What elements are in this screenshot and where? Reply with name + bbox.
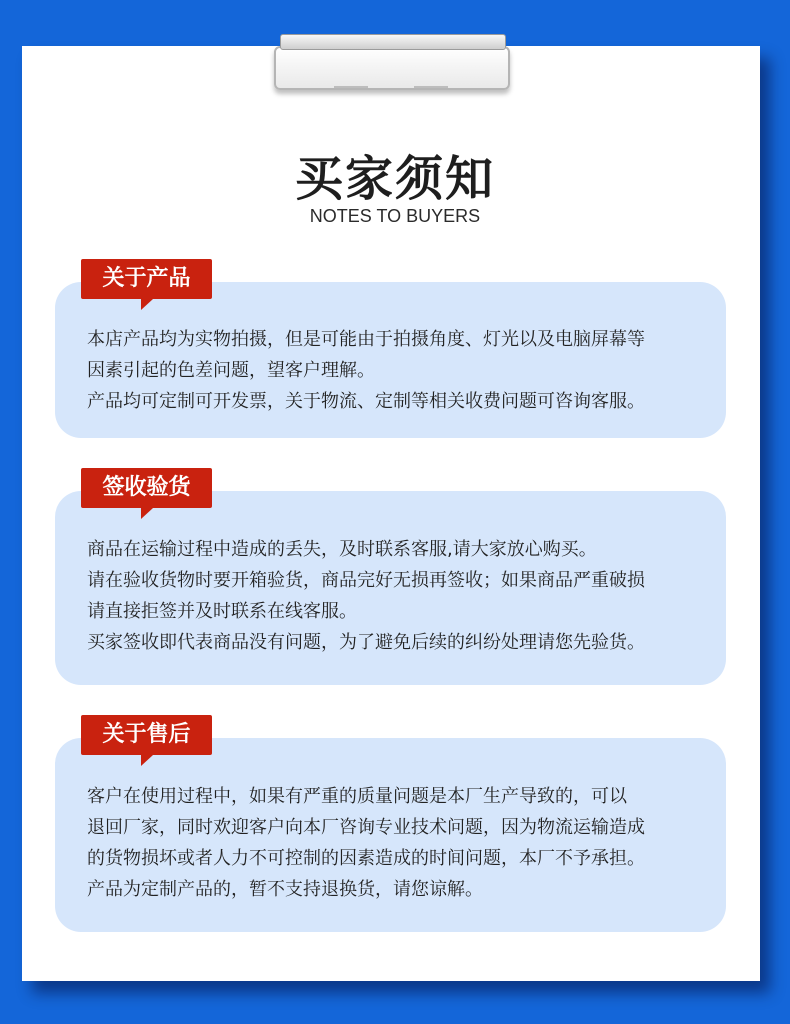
- text-line: 因素引起的色差问题，望客户理解。: [87, 360, 375, 381]
- text-line: 请直接拒签并及时联系在线客服。: [87, 601, 357, 622]
- section-product-text: [87, 324, 717, 417]
- section-aftersales-tag: 关于售后: [81, 715, 212, 755]
- section-inspection-tag: 签收验货: [81, 468, 212, 508]
- section-aftersales-text: [87, 781, 717, 905]
- text-line: 本店产品均为实物拍摄，但是可能由于拍摄角度、灯光以及电脑屏幕等: [87, 329, 645, 350]
- text-line: 客户在使用过程中，如果有严重的质量问题是本厂生产导致的，可以: [87, 786, 627, 807]
- section-product-tag: 关于产品: [81, 259, 212, 299]
- text-line: 的货物损坏或者人力不可控制的因素造成的时间问题，本厂不予承担。: [87, 848, 645, 869]
- text-line: 产品均可定制可开发票，关于物流、定制等相关收费问题可咨询客服。: [87, 391, 645, 412]
- text-line: 请在验收货物时要开箱验货，商品完好无损再签收；如果商品严重破损: [87, 570, 645, 591]
- page-subtitle: NOTES TO BUYERS: [309, 206, 481, 226]
- page-title: 买家须知: [294, 151, 495, 207]
- text-line: 商品在运输过程中造成的丢失，及时联系客服,请大家放心购买。: [87, 539, 597, 560]
- text-line: 产品为定制产品的，暂不支持退换货，请您谅解。: [87, 879, 483, 900]
- section-inspection-text: [87, 534, 717, 658]
- text-line: 退回厂家，同时欢迎客户向本厂咨询专业技术问题，因为物流运输造成: [87, 817, 645, 838]
- clipboard-clip-icon: [274, 30, 510, 92]
- text-line: 买家签收即代表商品没有问题，为了避免后续的纠纷处理请您先验货。: [87, 632, 645, 653]
